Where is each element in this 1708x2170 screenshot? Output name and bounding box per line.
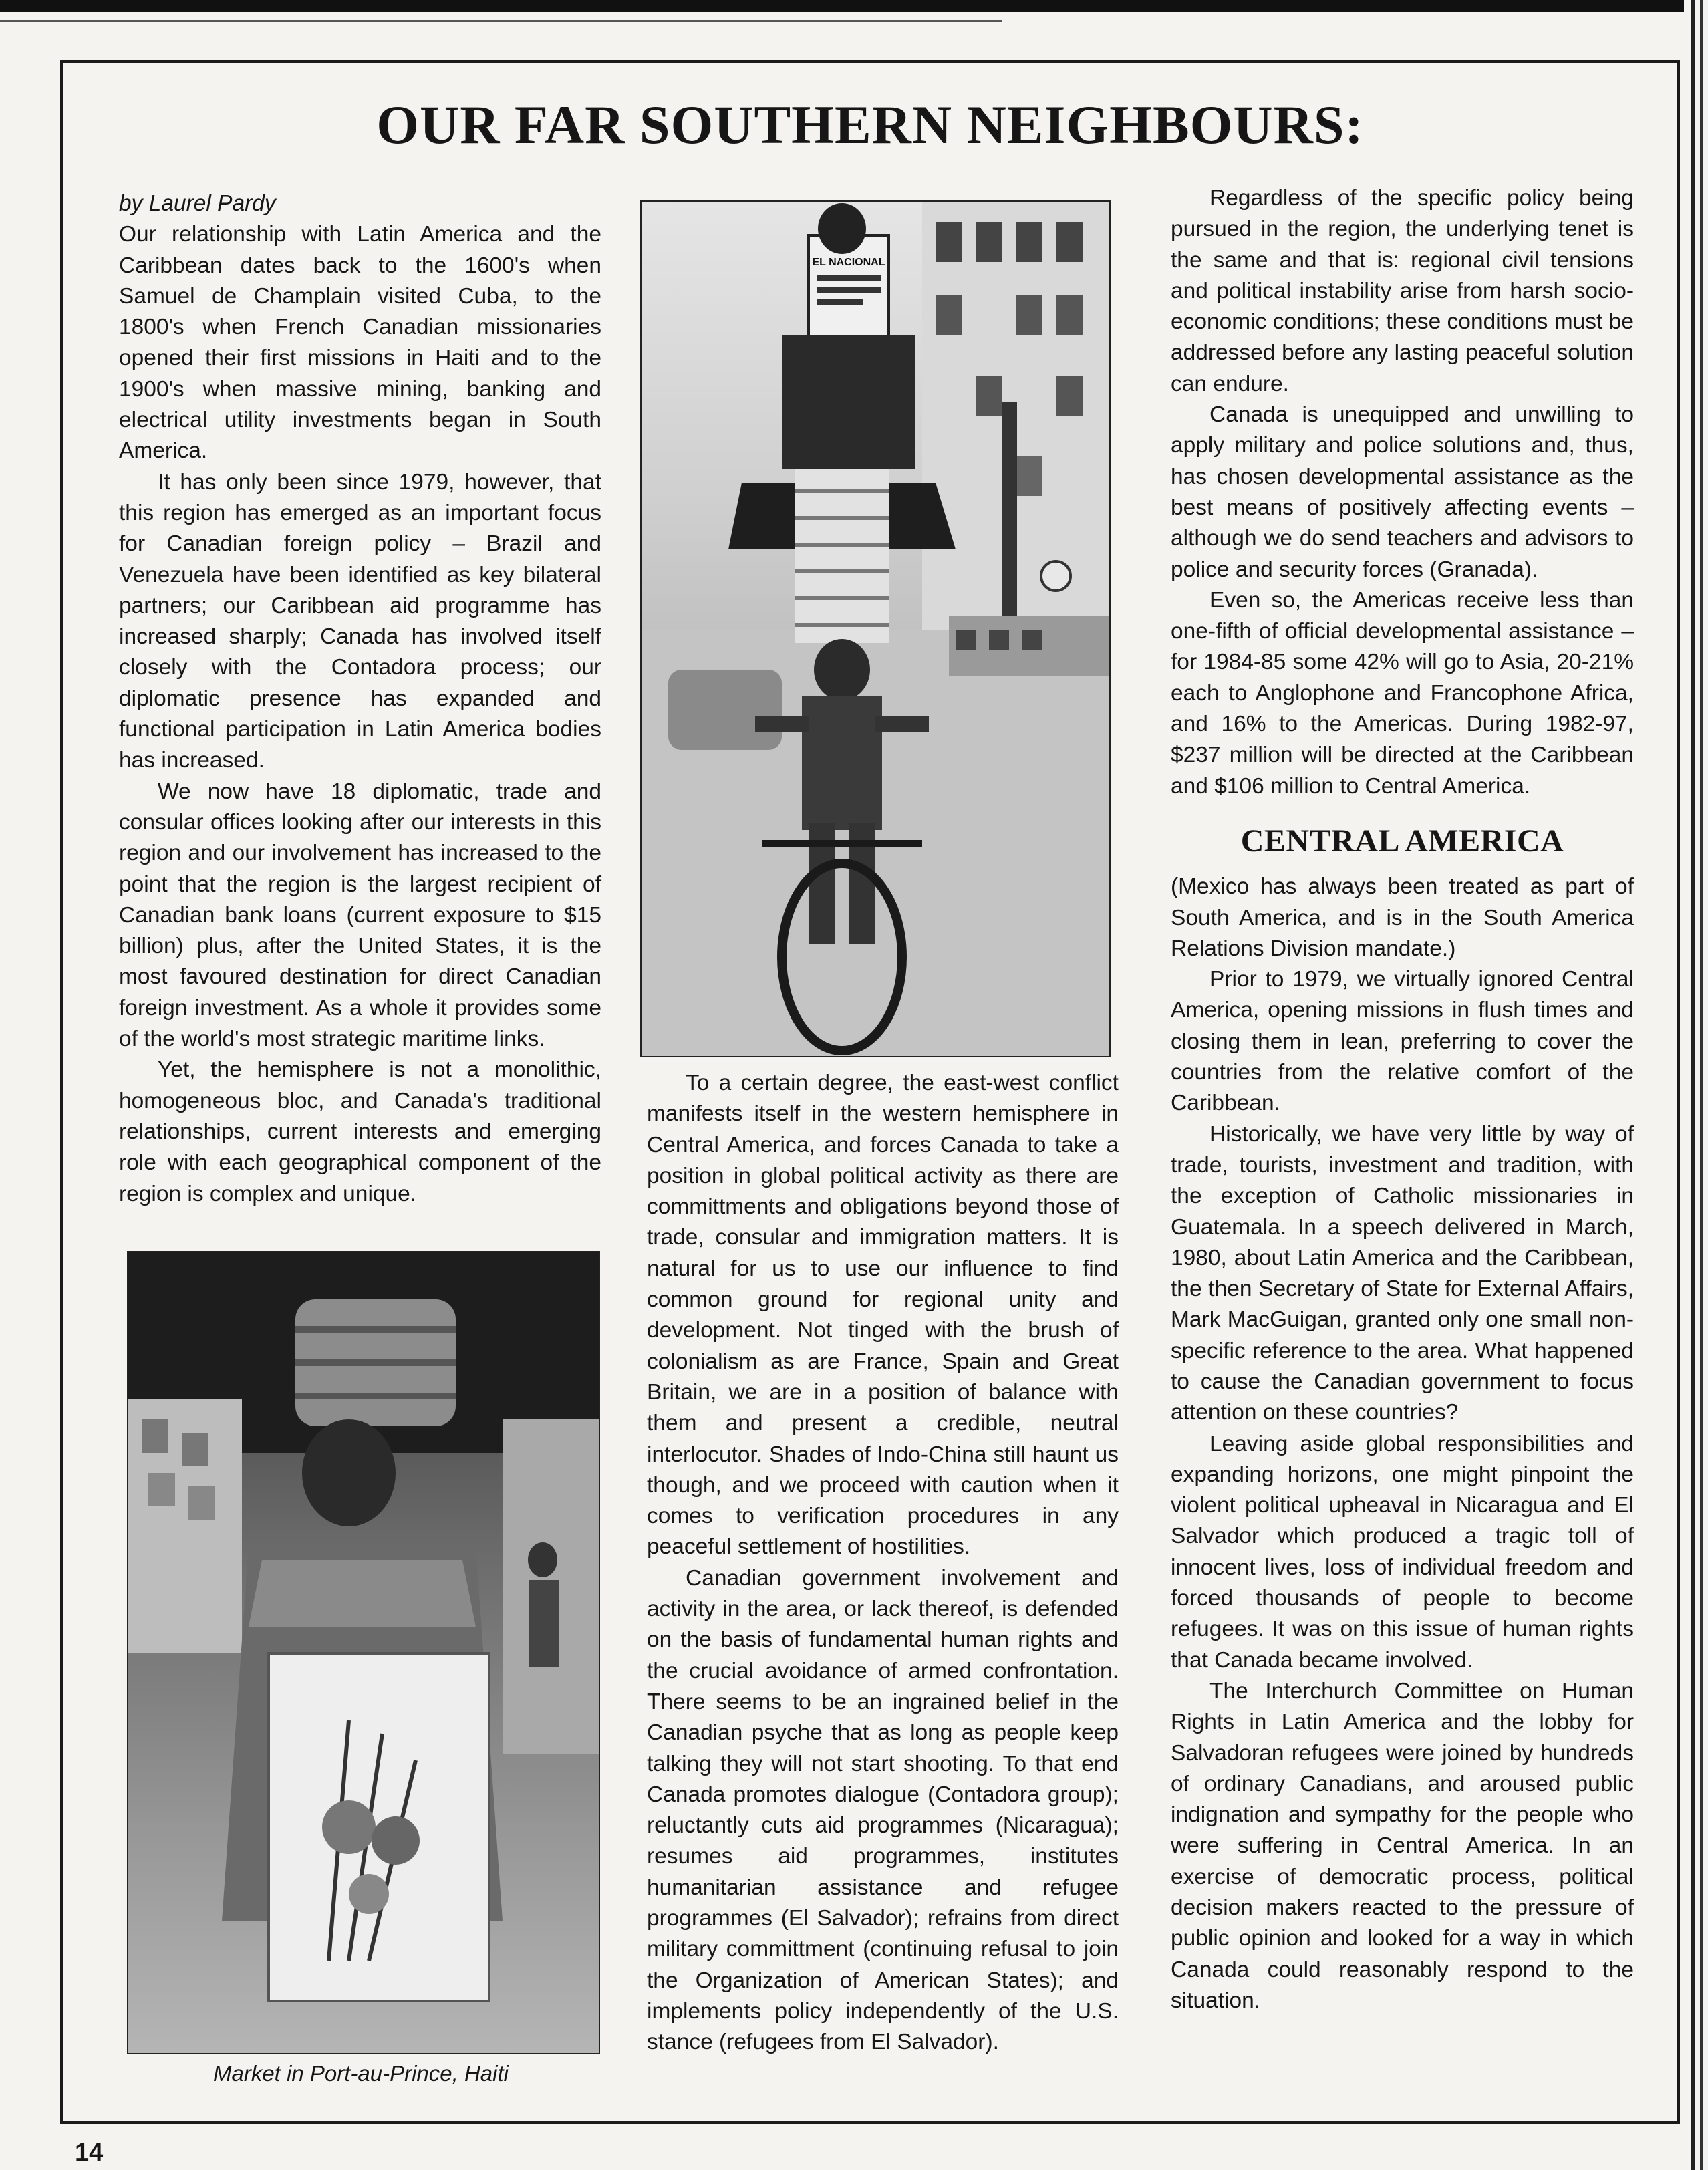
market-illustration: [128, 1252, 599, 2053]
article-column-2: [647, 1068, 1119, 2058]
scan-top-edge: [0, 0, 1708, 12]
page-title: OUR FAR SOUTHERN NEIGHBOURS:: [376, 94, 1364, 155]
page-number: 14: [75, 2139, 104, 2167]
paragraph: Canadian government involvement and activity in the area, or lack thereof, is defended on the basis of fundamental human rights and the crucial avoidance of armed confrontation. There seems to be an ingrained belief in the Canadian psyche that as long as people keep talking they will not start shooting. To that end Canada promotes dialogue (Contadora group); reluctantly cuts aid programmes (Nicaragua); resumes aid programmes, institutes humanitarian assistance and refugee programmes (El Salvador); refrains from direct military committment (continuing refusal to join the Organization of American States); and implements policy independently of the U.S. stance (refugees from El Salvador).: [647, 1565, 1119, 2055]
cyclist-newspaper-photo: [640, 200, 1111, 1057]
paragraph: Leaving aside global responsibilities and expanding horizons, one might pinpoint the violent political upheaval in Nicaragua and El Salvador which produced a tragic toll of innocent lives, loss of individual freedom and forced thousands of people to become refugees. It was on this issue of human rights that Canada became involved.: [1171, 1431, 1634, 1673]
byline: by Laurel Pardy: [119, 191, 276, 216]
scan-right-edge: [1684, 0, 1708, 2170]
paragraph: Even so, the Americas receive less than one-fifth of official developmental assistance – for 1984-85 some 42% will go to Asia, 20-21% each to Anglophone and Francophone Africa, and 16% to the Americas. During 1982-97, $237 million will be directed at the Caribbean and $106 million to Central America.: [1171, 587, 1634, 799]
article-column-3: [1171, 183, 1634, 2016]
paragraph: (Mexico has always been treated as part of South America, and is in the South America Relations Division mandate.): [1171, 874, 1634, 961]
paragraph: Historically, we have very little by way of trade, tourists, investment and tradition, with the exception of Catholic missionaries in Guatemala. In a speech delivered in March, 1980, about Latin America and the Caribbean, the then Secretary of State for External Affairs, Mark MacGuigan, granted only one small non-specific reference to the area. What happened to cause the Canadian government to focus attention on these countries?: [1171, 1121, 1634, 1426]
article-column-1: [119, 188, 601, 1210]
paragraph: To a certain degree, the east-west conflict manifests itself in the western hemisphere in Central America, and forces Canada to take a position in global political activity as there are committments and obligations beyond those of trade, consular and immigration matters. It is natural for us to use our influence to find common ground for regional unity and development. Not tinged with the brush of colonialism as are France, Spain and Great Britain, we are in a position of balance with them and present a credible, neutral interlocutor. Shades of Indo-China still haunt us though, and we proceed with caution when it comes to verification procedures in any peaceful settlement of hostilities.: [647, 1071, 1119, 1560]
cyclist-illustration: [642, 202, 1109, 1056]
photo-caption: Market in Port-au-Prince, Haiti: [213, 2061, 509, 2086]
paragraph: The Interchurch Committee on Human Rights in Latin America and the lobby for Salvadoran refugees were joined by hundreds of ordinary Canadians, and aroused public indignation and sympathy for the people who were suffering in Central America. In an exercise of democratic process, political decision makers reacted to the pressure of public opinion and looked for a way in which Canada could reasonably respond to the situation.: [1171, 1678, 1634, 2013]
market-photo: [127, 1251, 600, 2054]
scan-rule: [0, 20, 1002, 22]
paragraph: It has only been since 1979, however, that this region has emerged as an important focus for Canadian foreign policy – Brazil and Venezuela have been identified as key bilateral partners; our Caribbean aid programme has increased sharply; Canada has involved itself closely with the Contadora process; our diplomatic presence has expanded and functional participation in Latin America bodies has increased.: [119, 469, 601, 773]
paragraph: Canada is unequipped and unwilling to apply military and police solutions and, thus, has chosen developmental assistance as the best means of positively affecting events – although we do send teachers and advisors to police and security forces (Granada).: [1171, 402, 1634, 582]
section-subhead: CENTRAL AMERICA: [1240, 823, 1564, 859]
newspaper-banner: EL NACIONAL: [812, 257, 885, 268]
paragraph: Prior to 1979, we virtually ignored Central America, opening missions in flush times and closing them in lean, preferring to cover the countries from the relative comfort of the Caribbean.: [1171, 967, 1634, 1116]
paragraph: Our relationship with Latin America and the Caribbean dates back to the 1600's when Samuel de Champlain visited Cuba, to the 1800's when French Canadian missionaries opened their first missions in Haiti and to the 1900's when massive mining, banking and electrical utility investments began in South America.: [119, 222, 601, 464]
paragraph: Regardless of the specific policy being pursued in the region, the underlying tenet is the same and that is: regional civil tensions and political instability arise from harsh socio-economic conditions; these conditions must be addressed before any lasting peaceful solution can endure.: [1171, 186, 1634, 396]
paragraph: Yet, the hemisphere is not a monolithic, homogeneous bloc, and Canada's traditional relationships, current interests and emerging role with each geographical component of the region is complex and unique.: [119, 1057, 601, 1206]
paragraph: We now have 18 diplomatic, trade and consular offices looking after our interests in this region and our involvement has increased to the point that the region is the largest recipient of Canadian bank loans (current exposure to $15 billion) plus, after the United States, it is the most favoured destination for direct Canadian foreign investment. As a whole it provides some of the world's most strategic maritime links.: [119, 779, 601, 1052]
